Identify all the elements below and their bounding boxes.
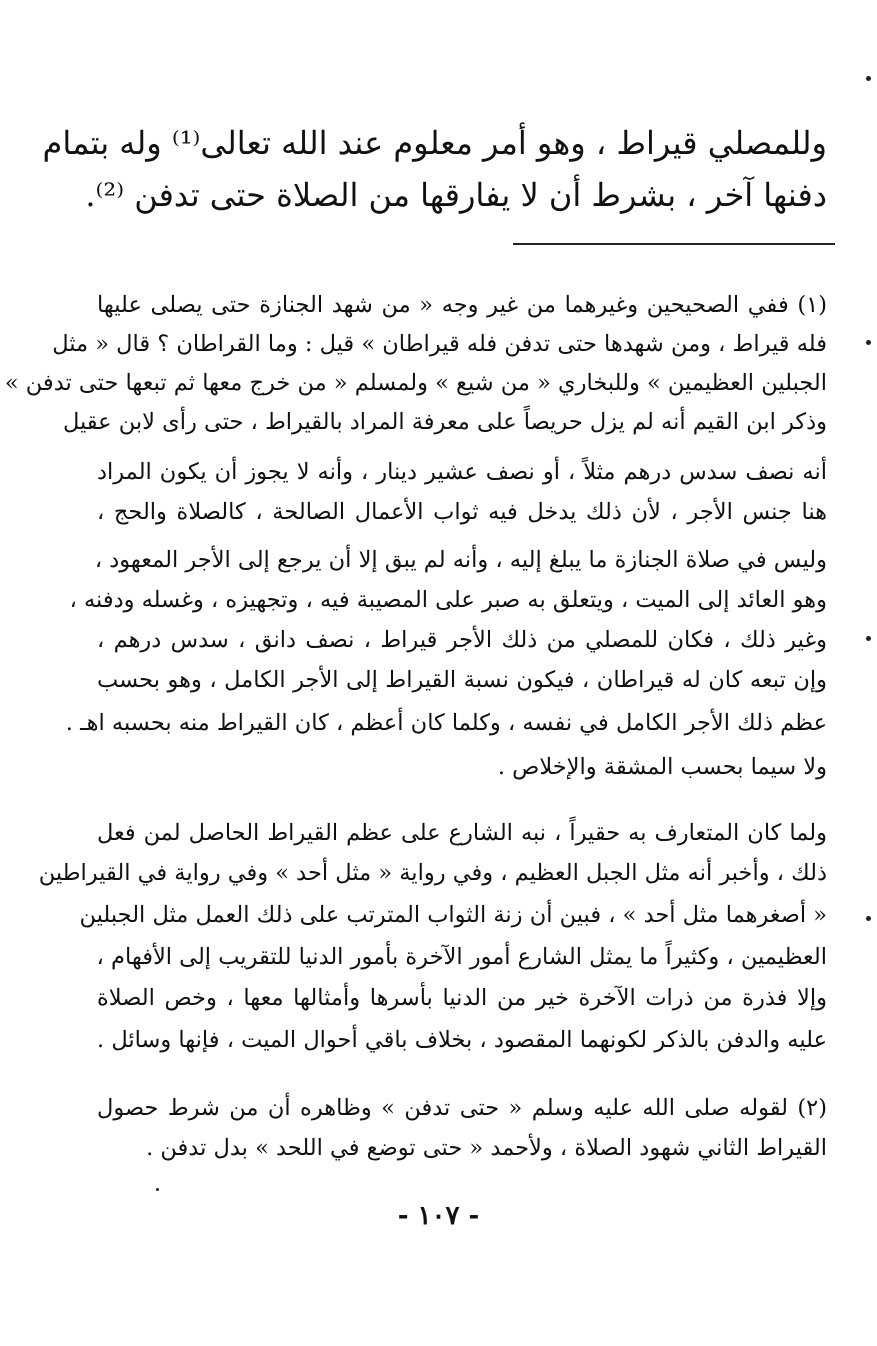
page-number: - ١٠٧ - [397, 1201, 480, 1231]
footnote-line: (٢) لقوله صلى الله عليه وسلم « حتى تدفن » وظاهره أن من شرط حصول [97, 1095, 827, 1121]
footnote-line: الجبلين العظيمين » وللبخاري « من شيع » ولمسلم « من خرج معها ثم تبعها حتى تدفن » [4, 370, 827, 396]
footnote-line: ولا سيما بحسب المشقة والإخلاص . [497, 754, 827, 780]
scan-mark [866, 76, 871, 81]
footnote-line: العظيمين ، وكثيراً ما يمثل الشارع أمور الآخرة بأمور الدنيا للتقريب إلى الأفهام ، [96, 944, 827, 970]
footnote-line: ذلك ، وأخبر أنه مثل الجبل العظيم ، وفي رواية « مثل أحد » وفي رواية في القيراطين [38, 860, 827, 886]
footnote-line: وغير ذلك ، فكان للمصلي من ذلك الأجر قيراط ، نصف دانق ، سدس درهم ، [97, 627, 827, 653]
footnote-line: القيراط الثاني شهود الصلاة ، ولأحمد « حتى توضع في اللحد » بدل تدفن . [146, 1135, 827, 1161]
main-text-line: وللمصلي قيراط ، وهو أمر معلوم عند الله تعالى⁽¹⁾ وله بتمام [42, 124, 827, 162]
footnote-line: هنا جنس الأجر ، لأن ذلك يدخل فيه ثواب الأعمال الصالحة ، كالصلاة والحج ، [97, 499, 827, 525]
main-text-line: دفنها آخر ، بشرط أن لا يفارقها من الصلاة حتى تدفن ⁽²⁾. [85, 176, 827, 214]
footnote-line: « أصغرهما مثل أحد » ، فبين أن زنة الثواب المترتب على ذلك العمل مثل الجبلين [79, 902, 827, 928]
footnote-line: أنه نصف سدس درهم مثلاً ، أو نصف عشير دينار ، وأنه لا يجوز أن يكون المراد [97, 459, 827, 485]
footnote-line: وذكر ابن القيم أنه لم يزل حريصاً على معرفة المراد بالقيراط ، حتى رأى لابن عقيل [62, 409, 827, 435]
footnote-line: (١) ففي الصحيحين وغيرهما من غير وجه « من شهد الجنازة حتى يصلى عليها [97, 292, 827, 318]
footnote-line: فله قيراط ، ومن شهدها حتى تدفن فله قيراطان » قيل : وما القراطان ؟ قال « مثل [52, 331, 827, 357]
scan-mark [866, 636, 871, 641]
footnote-line: ولما كان المتعارف به حقيراً ، نبه الشارع على عظم القيراط الحاصل لمن فعل [97, 820, 827, 846]
footnote-separator [513, 243, 835, 245]
scan-mark [866, 916, 871, 921]
footnote-line: عليه والدفن بالذكر لكونهما المقصود ، بخلاف باقي أحوال الميت ، فإنها وسائل . [97, 1027, 827, 1053]
scan-mark [156, 1188, 159, 1191]
footnote-line: وإلا فذرة من ذرات الآخرة خير من الدنيا بأسرها وأمثالها معها ، وخص الصلاة [97, 985, 827, 1011]
footnote-line: عظم ذلك الأجر الكامل في نفسه ، وكلما كان أعظم ، كان القيراط منه بحسبه اهـ . [65, 710, 827, 736]
footnote-line: وليس في صلاة الجنازة ما يبلغ إليه ، وأنه لم يبق إلا أن يرجع إلى الأجر المعهود ، [94, 547, 827, 573]
footnote-line: وهو العائد إلى الميت ، ويتعلق به صبر على المصيبة فيه ، وتجهيزه ، وغسله ودفنه ، [69, 587, 827, 613]
scan-mark [866, 340, 871, 345]
footnote-line: وإن تبعه كان له قيراطان ، فيكون نسبة القيراط إلى الأجر الكامل ، وهو بحسب [97, 667, 827, 693]
